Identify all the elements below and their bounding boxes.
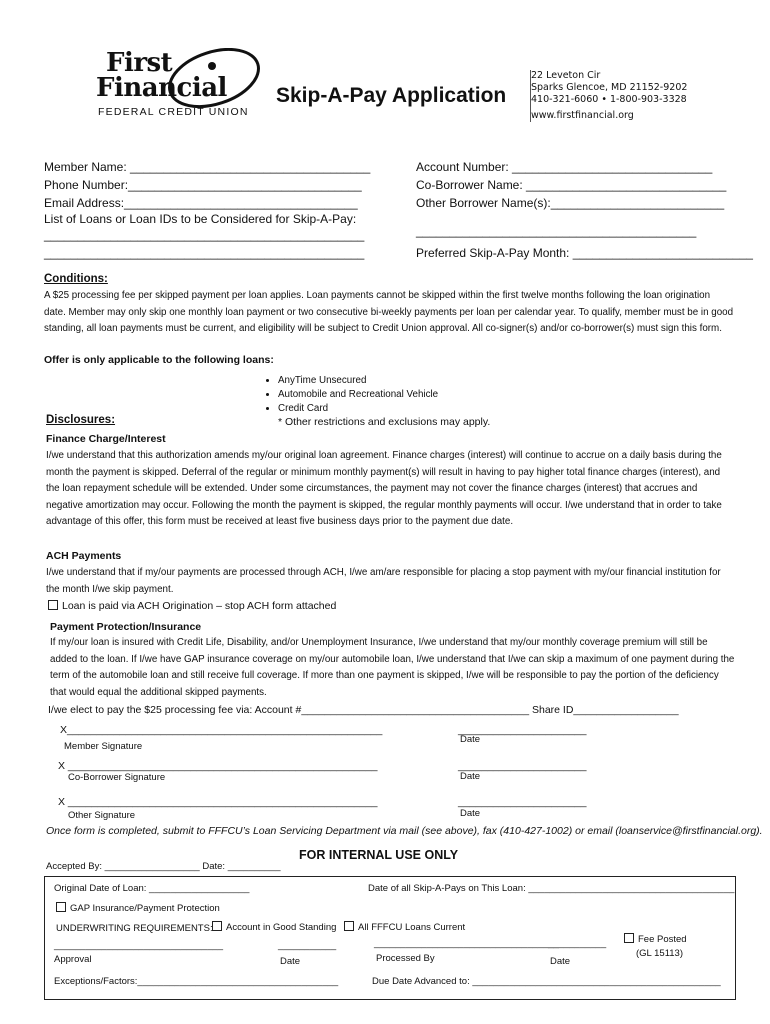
ppp-heading: Payment Protection/Insurance — [50, 621, 202, 633]
co-borrower-signature-line[interactable]: X _____________________________________________________ — [58, 760, 378, 772]
processed-by-label: Processed By — [376, 953, 435, 964]
internal-use-heading: FOR INTERNAL USE ONLY — [299, 848, 459, 862]
member-date-line[interactable]: ______________________ — [458, 724, 587, 736]
approval-label: Approval — [54, 954, 92, 965]
gl-label: (GL 15113) — [636, 948, 683, 959]
ppp-text: If my/our loan is insured with Credit Life, Disability, and/or Unemployment Insurance, I/we understand that my/our monthly coverage premium will still be added to the loan. If I/we have GAP insurance coverage on my/our automobile loan, I/we understand that I/we can skip a maximum of one payment during the term of the automobile loan and still receive full coverage. If more than one payment is skipped, I/we will be responsible to pay the portion of the deficiency that would equal the additional skipped payments. — [50, 637, 735, 698]
ach-checkbox[interactable] — [48, 600, 58, 610]
loans-current-checkbox[interactable] — [344, 921, 354, 931]
fee-posted-checkbox[interactable] — [624, 933, 634, 943]
logo-financial: Financial — [96, 73, 227, 103]
logo-fcu: FEDERAL CREDIT UNION — [98, 106, 249, 118]
member-signature-line[interactable]: X______________________________________________________ — [60, 724, 383, 736]
co-borrower-signature-label: Co-Borrower Signature — [68, 772, 166, 783]
processed-date-label: Date — [550, 956, 571, 967]
processed-by-line[interactable]: ___________________________________ — [374, 938, 559, 949]
approval-date-line[interactable]: ___________ — [278, 940, 337, 951]
approval-date-label: Date — [280, 956, 301, 967]
exceptions-field[interactable]: Exceptions/Factors:______________________________________ — [54, 976, 339, 987]
list-item: • AnyTime Unsecured — [278, 374, 438, 388]
ach-checkbox-label: Loan is paid via ACH Origination – stop ACH form attached — [62, 600, 337, 612]
logo — [96, 48, 266, 120]
offer-text: Offer is only applicable to the following loans: — [44, 354, 274, 366]
website: www.firstfinancial.org — [531, 110, 634, 121]
approval-line[interactable]: ________________________________ — [54, 940, 224, 951]
loans-current-label: All FFFCU Loans Current — [358, 922, 466, 933]
good-standing-checkbox[interactable] — [212, 921, 222, 931]
ach-checkbox-row[interactable] — [48, 600, 336, 612]
good-standing-row[interactable] — [212, 921, 336, 933]
address-line2: Sparks Glencoe, MD 21152-9202 — [531, 82, 688, 93]
co-borrower-field[interactable]: Co-Borrower Name: ______________________________ — [416, 178, 727, 192]
disclosures-heading: Disclosures: — [46, 414, 116, 426]
gap-checkbox-row[interactable] — [56, 902, 220, 914]
fee-payment-line[interactable]: I/we elect to pay the $25 processing fee via: Account #_______________________________________ Share ID__________________ — [48, 704, 679, 716]
due-date-field[interactable]: Due Date Advanced to: _______________________________________________ — [372, 976, 721, 987]
co-borrower-date-label: Date — [460, 771, 481, 782]
account-number-field[interactable]: Account Number: ______________________________ — [416, 160, 713, 174]
ach-heading: ACH Payments — [46, 550, 122, 562]
fee-posted-label: Fee Posted — [638, 934, 687, 945]
original-date-field[interactable]: Original Date of Loan: ___________________ — [54, 883, 250, 894]
email-field[interactable]: Email Address:___________________________________ — [44, 196, 358, 210]
other-borrower-line[interactable]: __________________________________________ — [416, 224, 697, 238]
ach-text: I/we understand that if my/our payments are processed through ACH, I/we am/are responsible for placing a stop payment with my/our financial institution for the month I/we skip payment. — [46, 567, 721, 595]
address-line1: 22 Leveton Cir — [531, 70, 601, 81]
good-standing-label: Account in Good Standing — [226, 922, 337, 933]
other-date-label: Date — [460, 808, 481, 819]
other-date-line[interactable]: ______________________ — [458, 796, 587, 808]
address-line3: 410-321-6060 • 1-800-903-3328 — [531, 94, 687, 105]
phone-field[interactable]: Phone Number:___________________________________ — [44, 178, 362, 192]
accepted-by-field[interactable]: Accepted By: __________________ Date: __________ — [46, 861, 281, 872]
co-borrower-date-line[interactable]: ______________________ — [458, 760, 587, 772]
conditions-text: A $25 processing fee per skipped payment per loan applies. Loan payments cannot be skipped within the first twelve months following the loan origination date. Member may only skip one monthly loan payment or two consecutive bi-weekly payments per loan per calendar year. To qualify, member must be in good standing, all loan payments must be current, and eligibility will be subject to Credit Union approval. All co-signer(s) and/or co-borrower(s) must sign this form. — [44, 290, 734, 335]
list-item: • Automobile and Recreational Vehicle — [278, 388, 438, 402]
finance-heading: Finance Charge/Interest — [46, 433, 166, 445]
member-signature-label: Member Signature — [64, 741, 143, 752]
exclusions-text: * Other restrictions and exclusions may apply. — [278, 416, 491, 428]
gap-label: GAP Insurance/Payment Protection — [70, 903, 220, 914]
loans-line-2[interactable]: ________________________________________________ — [44, 246, 365, 260]
underwriting-label: UNDERWRITING REQUIREMENTS: — [56, 923, 213, 934]
fee-posted-row[interactable] — [624, 933, 687, 945]
conditions-heading: Conditions: — [44, 273, 108, 285]
logo-first: First — [106, 48, 173, 78]
eligible-loans-list — [262, 374, 438, 416]
submit-note: Once form is completed, submit to FFFCU’s Loan Servicing Department via mail (see above), fax (410-427-1002) or email (loanservice@firstfinancial.org). — [46, 825, 763, 837]
address-block — [530, 70, 687, 122]
list-item: • Credit Card — [278, 402, 438, 416]
processed-date-line[interactable]: ___________ — [548, 938, 607, 949]
page-title: Skip-A-Pay Application — [276, 84, 507, 107]
other-borrower-field[interactable]: Other Borrower Name(s):__________________________ — [416, 196, 725, 210]
loans-line-1[interactable]: ________________________________________________ — [44, 228, 365, 242]
other-signature-line[interactable]: X _____________________________________________________ — [58, 796, 378, 808]
finance-text: I/we understand that this authorization amends my/our original loan agreement. Finance charges (interest) will continue to accrue on a daily basis during the month the payment is skipped. Deferral of the regular or minimum monthly payment(s) will result in having to pay higher total finance charges (interest), and the loan repayment schedule will be extended. Under some circumstances, the payment may not cover the finance charges (interest) that accrues and negative amortization may occur. Following the month the payment is skipped, the regular monthly payments will occur. I/we understand that in order to take advantage of this offer, this form must be received at least five business days prior to the payment due date. — [46, 450, 722, 528]
member-date-label: Date — [460, 734, 481, 745]
loans-current-row[interactable] — [344, 921, 465, 933]
loans-label: List of Loans or Loan IDs to be Considered for Skip-A-Pay: — [44, 212, 357, 226]
gap-checkbox[interactable] — [56, 902, 66, 912]
other-signature-label: Other Signature — [68, 810, 136, 821]
member-name-field[interactable]: Member Name: ____________________________________ — [44, 160, 371, 174]
skip-dates-field[interactable]: Date of all Skip-A-Pays on This Loan: _______________________________________ — [368, 883, 735, 894]
preferred-month-field[interactable]: Preferred Skip-A-Pay Month: ___________________________ — [416, 246, 753, 260]
